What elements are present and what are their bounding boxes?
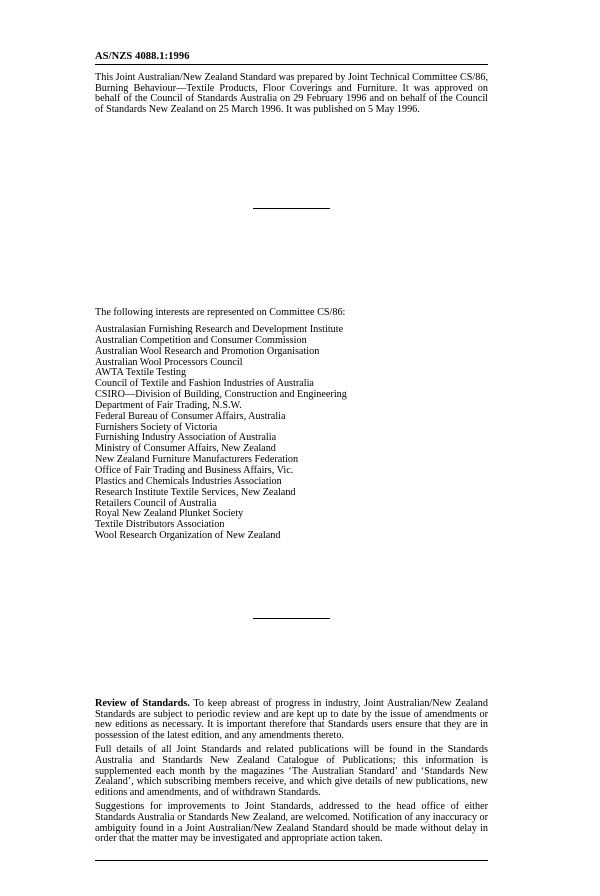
- review-paragraph-1: [95, 699, 488, 741]
- footer-rule: [95, 860, 488, 861]
- review-paragraph-3: Suggestions for improvements to Joint Standards, addressed to the head office of either Standards Australia or Standards New Zealand, are welcomed. Notification of any inaccuracy or ambiguity found in a Joint Australian/New Zealand Standard should be made without delay in order that the matter may be investigated and appropriate action taken.: [95, 801, 488, 845]
- review-text-1: To keep abreast of progress in industry, Joint Australian/New Zealand Standards are subject to periodic review and are kept up to date by the issue of amendments or new editions as necessary. It is important therefore that Standards users ensure that they are in possession of the latest edition, and any amendments thereto.: [95, 698, 488, 741]
- list-item: Australian Wool Research and Promotion Organisation: [95, 345, 320, 357]
- section-divider-top: [253, 208, 330, 209]
- list-item: CSIRO—Division of Building, Construction and Engineering: [95, 389, 347, 401]
- document-number: AS/NZS 4088.1:1996: [95, 51, 190, 62]
- list-item: Furnishers Society of Victoria: [95, 421, 218, 433]
- list-item: Furnishing Industry Association of Australia: [95, 432, 277, 444]
- list-item: Council of Textile and Fashion Industries of Australia: [95, 378, 314, 390]
- review-paragraph-2: Full details of all Joint Standards and related publications will be found in the Standards Australia and Standards New Zealand Catalogue of Publications; this information is supplemented each month by the magazines ‘The Australian Standard’ and ‘Standards New Zealand’, which subscribing members receive, and which give details of new publications, new editions and amendments, and of withdrawn Standards.: [95, 744, 488, 798]
- list-item: Office of Fair Trading and Business Affairs, Vic.: [95, 464, 294, 476]
- section-divider-bottom: [253, 618, 330, 619]
- list-item: Textile Distributors Association: [95, 519, 225, 531]
- list-item: Ministry of Consumer Affairs, New Zealand: [95, 443, 276, 455]
- list-item: Australian Competition and Consumer Commission: [95, 334, 307, 346]
- list-item: Research Institute Textile Services, New Zealand: [95, 486, 296, 498]
- list-item: AWTA Textile Testing: [95, 367, 187, 379]
- committee-members-list: [95, 325, 347, 542]
- list-item: Royal New Zealand Plunket Society: [95, 508, 244, 520]
- list-item: Wool Research Organization of New Zealand: [95, 530, 281, 542]
- list-item: Department of Fair Trading, N.S.W.: [95, 399, 242, 411]
- list-item: Australasian Furnishing Research and Development Institute: [95, 324, 344, 335]
- list-item: New Zealand Furniture Manufacturers Federation: [95, 454, 299, 466]
- list-item: Plastics and Chemicals Industries Association: [95, 475, 282, 487]
- preparation-statement: This Joint Australian/New Zealand Standard was prepared by Joint Technical Committee CS/86, Burning Behaviour—Textile Products, Floor Coverings and Furniture. It was approved on behalf of the Council of Standards Australia on 29 February 1996 and on behalf of the Council of Standards New Zealand on 25 March 1996. It was published on 5 May 1996.: [95, 72, 488, 115]
- list-item: Australian Wool Processors Council: [95, 356, 243, 368]
- list-item: Federal Bureau of Consumer Affairs, Australia: [95, 410, 286, 422]
- review-of-standards: [95, 699, 488, 849]
- review-heading: Review of Standards.: [95, 698, 190, 709]
- list-item: Retailers Council of Australia: [95, 497, 217, 509]
- interests-heading: The following interests are represented on Committee CS/86:: [95, 307, 346, 318]
- header-rule: [95, 64, 488, 65]
